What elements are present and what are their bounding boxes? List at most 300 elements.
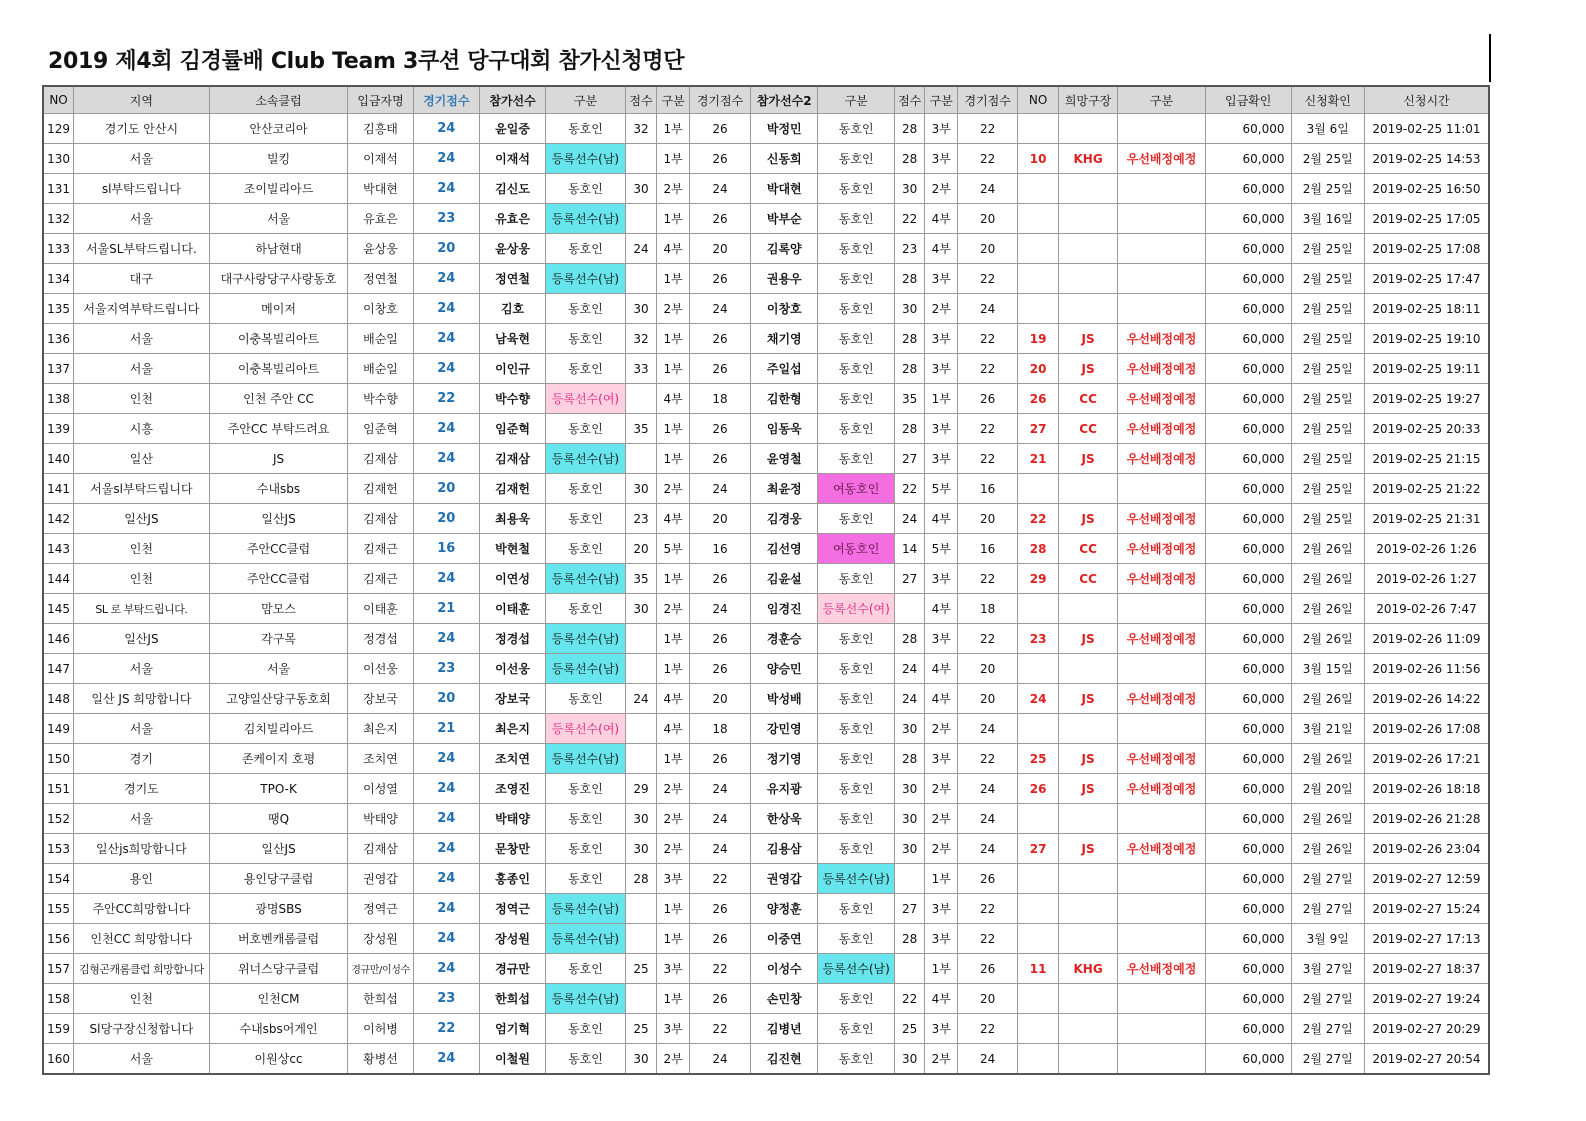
cell-application-confirmed[interactable]: 2월 27일: [1291, 894, 1364, 924]
cell-player1-points[interactable]: 29: [625, 774, 657, 804]
cell-player2[interactable]: 이성수: [751, 954, 818, 984]
cell-player1-points[interactable]: [625, 144, 657, 174]
cell-application-confirmed[interactable]: 3월 16일: [1291, 204, 1364, 234]
col-header-player2-match-score[interactable]: 경기점수: [958, 86, 1018, 114]
cell-match-score[interactable]: 24: [413, 924, 479, 954]
cell-application-confirmed[interactable]: 2월 25일: [1291, 504, 1364, 534]
cell-player1[interactable]: 정역근: [479, 894, 545, 924]
cell-player1-type[interactable]: 동호인: [546, 234, 626, 264]
cell-no[interactable]: 144: [43, 564, 74, 594]
cell-player2-match-score[interactable]: 24: [958, 1044, 1018, 1075]
cell-match-score[interactable]: 20: [413, 474, 479, 504]
cell-region[interactable]: 서울: [74, 354, 210, 384]
cell-region[interactable]: 서울: [74, 144, 210, 174]
cell-player2-match-score[interactable]: 22: [958, 894, 1018, 924]
cell-no[interactable]: 160: [43, 1044, 74, 1075]
cell-assignment[interactable]: 우선배정예정: [1118, 414, 1206, 444]
cell-payment-confirmed[interactable]: 60,000: [1205, 564, 1291, 594]
cell-player1-division[interactable]: 2부: [657, 294, 690, 324]
cell-player2-type[interactable]: 동호인: [818, 234, 894, 264]
cell-player2-points[interactable]: 28: [894, 354, 925, 384]
cell-payment-confirmed[interactable]: 60,000: [1205, 444, 1291, 474]
cell-depositor[interactable]: 박수향: [348, 384, 413, 414]
cell-assignment[interactable]: 우선배정예정: [1118, 324, 1206, 354]
cell-player2-match-score[interactable]: 22: [958, 1014, 1018, 1044]
cell-player1-division[interactable]: 3부: [657, 864, 690, 894]
cell-player1[interactable]: 김호: [479, 294, 545, 324]
cell-player1-type[interactable]: 등록선수(남): [546, 924, 626, 954]
cell-player1-division[interactable]: 2부: [657, 1044, 690, 1075]
cell-match-score[interactable]: 24: [413, 264, 479, 294]
cell-preferred-venue[interactable]: [1059, 294, 1118, 324]
cell-player2-division[interactable]: 3부: [925, 564, 958, 594]
cell-depositor[interactable]: 장보국: [348, 684, 413, 714]
cell-venue-no[interactable]: 19: [1018, 324, 1059, 354]
cell-player2[interactable]: 강민영: [751, 714, 818, 744]
col-header-payment-confirmed[interactable]: 입금확인: [1205, 86, 1291, 114]
cell-player1[interactable]: 정경섭: [479, 624, 545, 654]
cell-player2-points[interactable]: 30: [894, 834, 925, 864]
cell-player1-points[interactable]: [625, 384, 657, 414]
cell-player2-type[interactable]: 동호인: [818, 774, 894, 804]
cell-player2[interactable]: 박대현: [751, 174, 818, 204]
cell-depositor[interactable]: 최은지: [348, 714, 413, 744]
cell-depositor[interactable]: 박대현: [348, 174, 413, 204]
cell-no[interactable]: 135: [43, 294, 74, 324]
col-header-player1-points[interactable]: 점수: [625, 86, 657, 114]
cell-player2-division[interactable]: 2부: [925, 714, 958, 744]
cell-club[interactable]: 버호벤캐롬클럽: [209, 924, 348, 954]
col-header-club[interactable]: 소속클럽: [209, 86, 348, 114]
cell-player2[interactable]: 김진현: [751, 1044, 818, 1075]
cell-player2-type[interactable]: 동호인: [818, 564, 894, 594]
cell-player1[interactable]: 엄기혁: [479, 1014, 545, 1044]
col-header-player2-type[interactable]: 구분: [818, 86, 894, 114]
cell-club[interactable]: 안산코리아: [209, 114, 348, 144]
cell-payment-confirmed[interactable]: 60,000: [1205, 654, 1291, 684]
cell-preferred-venue[interactable]: CC: [1059, 384, 1118, 414]
cell-player1-points[interactable]: [625, 624, 657, 654]
cell-player1-match-score[interactable]: 26: [689, 744, 750, 774]
cell-no[interactable]: 154: [43, 864, 74, 894]
cell-club[interactable]: 빌킹: [209, 144, 348, 174]
cell-application-confirmed[interactable]: 2월 25일: [1291, 234, 1364, 264]
cell-player2-points[interactable]: 27: [894, 444, 925, 474]
cell-player1-points[interactable]: 30: [625, 1044, 657, 1075]
cell-player2-points[interactable]: 28: [894, 624, 925, 654]
cell-player1-division[interactable]: 2부: [657, 804, 690, 834]
cell-assignment[interactable]: 우선배정예정: [1118, 564, 1206, 594]
cell-player2-match-score[interactable]: 22: [958, 414, 1018, 444]
cell-player2-match-score[interactable]: 22: [958, 624, 1018, 654]
cell-region[interactable]: 일산js희망합니다: [74, 834, 210, 864]
cell-preferred-venue[interactable]: CC: [1059, 534, 1118, 564]
cell-venue-no[interactable]: 29: [1018, 564, 1059, 594]
cell-player1-division[interactable]: 2부: [657, 594, 690, 624]
cell-match-score[interactable]: 24: [413, 294, 479, 324]
cell-player2-type[interactable]: 동호인: [818, 654, 894, 684]
cell-application-confirmed[interactable]: 2월 26일: [1291, 624, 1364, 654]
cell-no[interactable]: 142: [43, 504, 74, 534]
cell-player2-match-score[interactable]: 26: [958, 954, 1018, 984]
cell-match-score[interactable]: 24: [413, 444, 479, 474]
cell-club[interactable]: 땡Q: [209, 804, 348, 834]
col-header-application-confirmed[interactable]: 신청확인: [1291, 86, 1364, 114]
cell-no[interactable]: 143: [43, 534, 74, 564]
cell-match-score[interactable]: 24: [413, 354, 479, 384]
cell-player2-type[interactable]: 동호인: [818, 444, 894, 474]
cell-club[interactable]: TPO-K: [209, 774, 348, 804]
cell-player2-type[interactable]: 동호인: [818, 174, 894, 204]
cell-player2-match-score[interactable]: 22: [958, 144, 1018, 174]
cell-player1-points[interactable]: [625, 984, 657, 1014]
col-header-application-time[interactable]: 신청시간: [1364, 86, 1489, 114]
cell-player2-division[interactable]: 4부: [925, 984, 958, 1014]
cell-player2-type[interactable]: 동호인: [818, 894, 894, 924]
cell-venue-no[interactable]: 10: [1018, 144, 1059, 174]
cell-no[interactable]: 150: [43, 744, 74, 774]
cell-club[interactable]: 이원상cc: [209, 1044, 348, 1075]
cell-player1[interactable]: 이철원: [479, 1044, 545, 1075]
cell-player1-division[interactable]: 1부: [657, 564, 690, 594]
cell-no[interactable]: 136: [43, 324, 74, 354]
cell-venue-no[interactable]: 21: [1018, 444, 1059, 474]
cell-player2-division[interactable]: 4부: [925, 504, 958, 534]
cell-player2[interactable]: 신동희: [751, 144, 818, 174]
cell-region[interactable]: 주안CC희망합니다: [74, 894, 210, 924]
cell-player2-points[interactable]: 25: [894, 1014, 925, 1044]
cell-application-time[interactable]: 2019-02-25 17:08: [1364, 234, 1489, 264]
cell-match-score[interactable]: 24: [413, 114, 479, 144]
cell-player1-division[interactable]: 1부: [657, 444, 690, 474]
cell-application-time[interactable]: 2019-02-25 18:11: [1364, 294, 1489, 324]
cell-venue-no[interactable]: 20: [1018, 354, 1059, 384]
cell-venue-no[interactable]: 24: [1018, 684, 1059, 714]
cell-application-confirmed[interactable]: 2월 25일: [1291, 354, 1364, 384]
cell-player1-points[interactable]: 23: [625, 504, 657, 534]
cell-player1-division[interactable]: 1부: [657, 354, 690, 384]
cell-club[interactable]: 각구목: [209, 624, 348, 654]
cell-payment-confirmed[interactable]: 60,000: [1205, 414, 1291, 444]
cell-club[interactable]: 서울: [209, 204, 348, 234]
cell-no[interactable]: 159: [43, 1014, 74, 1044]
cell-no[interactable]: 145: [43, 594, 74, 624]
cell-player1-match-score[interactable]: 20: [689, 684, 750, 714]
cell-player2-points[interactable]: 14: [894, 534, 925, 564]
cell-player1-match-score[interactable]: 26: [689, 144, 750, 174]
cell-player1-division[interactable]: 1부: [657, 144, 690, 174]
cell-player1-points[interactable]: 28: [625, 864, 657, 894]
cell-player1-match-score[interactable]: 24: [689, 294, 750, 324]
cell-venue-no[interactable]: 11: [1018, 954, 1059, 984]
cell-depositor[interactable]: 이성열: [348, 774, 413, 804]
cell-club[interactable]: 조이빌리아드: [209, 174, 348, 204]
cell-preferred-venue[interactable]: [1059, 1044, 1118, 1075]
cell-assignment[interactable]: [1118, 114, 1206, 144]
cell-no[interactable]: 133: [43, 234, 74, 264]
cell-player1-match-score[interactable]: 26: [689, 984, 750, 1014]
cell-player2-points[interactable]: 30: [894, 174, 925, 204]
cell-player2-type[interactable]: 동호인: [818, 414, 894, 444]
cell-player1[interactable]: 이인규: [479, 354, 545, 384]
cell-player1[interactable]: 장성원: [479, 924, 545, 954]
cell-player1-match-score[interactable]: 26: [689, 444, 750, 474]
cell-application-time[interactable]: 2019-02-26 17:08: [1364, 714, 1489, 744]
cell-preferred-venue[interactable]: [1059, 474, 1118, 504]
cell-payment-confirmed[interactable]: 60,000: [1205, 1014, 1291, 1044]
cell-player1-points[interactable]: [625, 444, 657, 474]
cell-application-confirmed[interactable]: 2월 25일: [1291, 174, 1364, 204]
col-header-player2[interactable]: 참가선수2: [751, 86, 818, 114]
cell-player2-division[interactable]: 3부: [925, 1014, 958, 1044]
cell-player1[interactable]: 유효은: [479, 204, 545, 234]
cell-player1-match-score[interactable]: 26: [689, 354, 750, 384]
cell-payment-confirmed[interactable]: 60,000: [1205, 474, 1291, 504]
cell-player1-match-score[interactable]: 20: [689, 234, 750, 264]
cell-player1-type[interactable]: 등록선수(남): [546, 894, 626, 924]
cell-player2[interactable]: 김한형: [751, 384, 818, 414]
cell-no[interactable]: 139: [43, 414, 74, 444]
cell-application-time[interactable]: 2019-02-26 21:28: [1364, 804, 1489, 834]
cell-player1-type[interactable]: 동호인: [546, 804, 626, 834]
cell-player2[interactable]: 채기영: [751, 324, 818, 354]
cell-region[interactable]: 인천: [74, 384, 210, 414]
col-header-region[interactable]: 지역: [74, 86, 210, 114]
cell-application-confirmed[interactable]: 2월 26일: [1291, 744, 1364, 774]
cell-assignment[interactable]: [1118, 594, 1206, 624]
cell-player1[interactable]: 이재석: [479, 144, 545, 174]
cell-depositor[interactable]: 정역근: [348, 894, 413, 924]
cell-region[interactable]: 인천CC 희망합니다: [74, 924, 210, 954]
cell-payment-confirmed[interactable]: 60,000: [1205, 894, 1291, 924]
cell-assignment[interactable]: [1118, 174, 1206, 204]
col-header-player2-division[interactable]: 구분: [925, 86, 958, 114]
col-header-assignment[interactable]: 구분: [1118, 86, 1206, 114]
cell-player1[interactable]: 경규만: [479, 954, 545, 984]
cell-player2-points[interactable]: 30: [894, 774, 925, 804]
cell-player1-type[interactable]: 등록선수(남): [546, 444, 626, 474]
cell-assignment[interactable]: [1118, 474, 1206, 504]
cell-player1-division[interactable]: 1부: [657, 324, 690, 354]
cell-player1-match-score[interactable]: 26: [689, 624, 750, 654]
cell-region[interactable]: 서울지역부탁드립니다: [74, 294, 210, 324]
cell-player1-type[interactable]: 동호인: [546, 114, 626, 144]
cell-player2-division[interactable]: 4부: [925, 234, 958, 264]
cell-preferred-venue[interactable]: [1059, 984, 1118, 1014]
cell-player2-match-score[interactable]: 22: [958, 324, 1018, 354]
cell-application-confirmed[interactable]: 3월 15일: [1291, 654, 1364, 684]
cell-payment-confirmed[interactable]: 60,000: [1205, 594, 1291, 624]
cell-player1-match-score[interactable]: 26: [689, 264, 750, 294]
cell-application-confirmed[interactable]: 3월 21일: [1291, 714, 1364, 744]
cell-preferred-venue[interactable]: JS: [1059, 324, 1118, 354]
cell-player1-points[interactable]: 30: [625, 174, 657, 204]
cell-no[interactable]: 149: [43, 714, 74, 744]
cell-player1-division[interactable]: 1부: [657, 744, 690, 774]
cell-venue-no[interactable]: [1018, 714, 1059, 744]
cell-club[interactable]: 일산JS: [209, 834, 348, 864]
cell-player2-points[interactable]: 27: [894, 894, 925, 924]
cell-player1-points[interactable]: [625, 744, 657, 774]
cell-player1-type[interactable]: 동호인: [546, 1044, 626, 1075]
cell-no[interactable]: 132: [43, 204, 74, 234]
cell-no[interactable]: 137: [43, 354, 74, 384]
cell-player2-type[interactable]: 동호인: [818, 744, 894, 774]
cell-player2-match-score[interactable]: 22: [958, 924, 1018, 954]
cell-player2-division[interactable]: 2부: [925, 774, 958, 804]
cell-match-score[interactable]: 24: [413, 954, 479, 984]
cell-club[interactable]: 이충복빌리아트: [209, 354, 348, 384]
cell-player1-division[interactable]: 2부: [657, 174, 690, 204]
cell-player1-type[interactable]: 동호인: [546, 684, 626, 714]
cell-preferred-venue[interactable]: JS: [1059, 444, 1118, 474]
cell-assignment[interactable]: [1118, 1044, 1206, 1075]
cell-player2[interactable]: 경훈승: [751, 624, 818, 654]
cell-player1-type[interactable]: 등록선수(남): [546, 624, 626, 654]
cell-match-score[interactable]: 23: [413, 654, 479, 684]
cell-region[interactable]: 서울: [74, 804, 210, 834]
cell-preferred-venue[interactable]: [1059, 654, 1118, 684]
cell-assignment[interactable]: [1118, 714, 1206, 744]
cell-assignment[interactable]: [1118, 984, 1206, 1014]
cell-region[interactable]: 서울: [74, 324, 210, 354]
cell-player2[interactable]: 박정민: [751, 114, 818, 144]
cell-player2-match-score[interactable]: 16: [958, 534, 1018, 564]
cell-depositor[interactable]: 박태양: [348, 804, 413, 834]
cell-payment-confirmed[interactable]: 60,000: [1205, 804, 1291, 834]
cell-player2[interactable]: 이중연: [751, 924, 818, 954]
cell-depositor[interactable]: 윤상웅: [348, 234, 413, 264]
cell-player2-type[interactable]: 동호인: [818, 1044, 894, 1075]
cell-player2-division[interactable]: 3부: [925, 264, 958, 294]
cell-match-score[interactable]: 24: [413, 564, 479, 594]
cell-application-time[interactable]: 2019-02-25 11:01: [1364, 114, 1489, 144]
cell-player1[interactable]: 이선웅: [479, 654, 545, 684]
cell-region[interactable]: 서울: [74, 714, 210, 744]
cell-player1-points[interactable]: [625, 654, 657, 684]
cell-match-score[interactable]: 24: [413, 804, 479, 834]
cell-player1-match-score[interactable]: 24: [689, 1044, 750, 1075]
cell-player2-type[interactable]: 여동호인: [818, 534, 894, 564]
cell-preferred-venue[interactable]: JS: [1059, 744, 1118, 774]
cell-venue-no[interactable]: [1018, 594, 1059, 624]
cell-player1[interactable]: 윤일중: [479, 114, 545, 144]
cell-player2-match-score[interactable]: 22: [958, 564, 1018, 594]
col-header-no[interactable]: NO: [43, 86, 74, 114]
cell-match-score[interactable]: 24: [413, 894, 479, 924]
cell-player1-type[interactable]: 동호인: [546, 774, 626, 804]
cell-player2-type[interactable]: 동호인: [818, 684, 894, 714]
cell-assignment[interactable]: 우선배정예정: [1118, 504, 1206, 534]
cell-match-score[interactable]: 23: [413, 204, 479, 234]
cell-venue-no[interactable]: [1018, 1044, 1059, 1075]
cell-player2-match-score[interactable]: 20: [958, 204, 1018, 234]
cell-depositor[interactable]: 정경섭: [348, 624, 413, 654]
cell-player1[interactable]: 이연성: [479, 564, 545, 594]
cell-application-confirmed[interactable]: 2월 27일: [1291, 984, 1364, 1014]
cell-player2-points[interactable]: 35: [894, 384, 925, 414]
cell-player2-division[interactable]: 1부: [925, 954, 958, 984]
cell-player2-type[interactable]: 동호인: [818, 144, 894, 174]
cell-player1-type[interactable]: 동호인: [546, 174, 626, 204]
cell-depositor[interactable]: 조치연: [348, 744, 413, 774]
cell-player1-division[interactable]: 4부: [657, 504, 690, 534]
cell-player1-type[interactable]: 등록선수(남): [546, 654, 626, 684]
cell-preferred-venue[interactable]: [1059, 924, 1118, 954]
cell-depositor[interactable]: 장성원: [348, 924, 413, 954]
cell-venue-no[interactable]: [1018, 984, 1059, 1014]
cell-player2-division[interactable]: 3부: [925, 624, 958, 654]
cell-region[interactable]: 서울: [74, 654, 210, 684]
cell-player1-type[interactable]: 등록선수(남): [546, 144, 626, 174]
cell-depositor[interactable]: 이허병: [348, 1014, 413, 1044]
cell-region[interactable]: SL 로 부탁드립니다.: [74, 594, 210, 624]
cell-player2-points[interactable]: 24: [894, 684, 925, 714]
cell-club[interactable]: 수내sbs어게인: [209, 1014, 348, 1044]
cell-preferred-venue[interactable]: [1059, 1014, 1118, 1044]
cell-player2-points[interactable]: 28: [894, 414, 925, 444]
col-header-match-score[interactable]: 경기점수: [413, 86, 479, 114]
cell-club[interactable]: 위너스당구클럽: [209, 954, 348, 984]
cell-player2-points[interactable]: [894, 954, 925, 984]
cell-assignment[interactable]: 우선배정예정: [1118, 384, 1206, 414]
cell-no[interactable]: 130: [43, 144, 74, 174]
cell-venue-no[interactable]: 27: [1018, 834, 1059, 864]
cell-player2-division[interactable]: 5부: [925, 474, 958, 504]
cell-payment-confirmed[interactable]: 60,000: [1205, 534, 1291, 564]
cell-player2-type[interactable]: 동호인: [818, 924, 894, 954]
cell-player1-division[interactable]: 3부: [657, 954, 690, 984]
cell-assignment[interactable]: 우선배정예정: [1118, 144, 1206, 174]
cell-region[interactable]: 일산JS: [74, 624, 210, 654]
cell-player2-match-score[interactable]: 26: [958, 384, 1018, 414]
cell-player1-division[interactable]: 1부: [657, 264, 690, 294]
cell-application-time[interactable]: 2019-02-27 15:24: [1364, 894, 1489, 924]
cell-venue-no[interactable]: [1018, 204, 1059, 234]
cell-payment-confirmed[interactable]: 60,000: [1205, 204, 1291, 234]
cell-player2-type[interactable]: 동호인: [818, 294, 894, 324]
cell-player1[interactable]: 문창만: [479, 834, 545, 864]
cell-payment-confirmed[interactable]: 60,000: [1205, 504, 1291, 534]
cell-preferred-venue[interactable]: KHG: [1059, 144, 1118, 174]
cell-application-confirmed[interactable]: 3월 27일: [1291, 954, 1364, 984]
cell-player2[interactable]: 양정훈: [751, 894, 818, 924]
cell-player2-division[interactable]: 4부: [925, 204, 958, 234]
cell-player2-type[interactable]: 동호인: [818, 384, 894, 414]
cell-player1-points[interactable]: [625, 714, 657, 744]
cell-player2-division[interactable]: 2부: [925, 294, 958, 324]
cell-venue-no[interactable]: [1018, 894, 1059, 924]
cell-no[interactable]: 141: [43, 474, 74, 504]
cell-player1[interactable]: 김재헌: [479, 474, 545, 504]
cell-no[interactable]: 129: [43, 114, 74, 144]
cell-player1-points[interactable]: [625, 204, 657, 234]
cell-depositor[interactable]: 이재석: [348, 144, 413, 174]
cell-player2-division[interactable]: 1부: [925, 864, 958, 894]
cell-application-time[interactable]: 2019-02-26 17:21: [1364, 744, 1489, 774]
cell-depositor[interactable]: 이태훈: [348, 594, 413, 624]
cell-player1-match-score[interactable]: 20: [689, 504, 750, 534]
cell-application-confirmed[interactable]: 2월 27일: [1291, 1044, 1364, 1075]
cell-player2-type[interactable]: 동호인: [818, 804, 894, 834]
cell-preferred-venue[interactable]: [1059, 864, 1118, 894]
cell-assignment[interactable]: [1118, 264, 1206, 294]
cell-region[interactable]: Sl당구장신청합니다: [74, 1014, 210, 1044]
cell-player2-points[interactable]: 28: [894, 744, 925, 774]
cell-preferred-venue[interactable]: JS: [1059, 834, 1118, 864]
cell-player1-type[interactable]: 동호인: [546, 474, 626, 504]
cell-application-time[interactable]: 2019-02-27 19:24: [1364, 984, 1489, 1014]
